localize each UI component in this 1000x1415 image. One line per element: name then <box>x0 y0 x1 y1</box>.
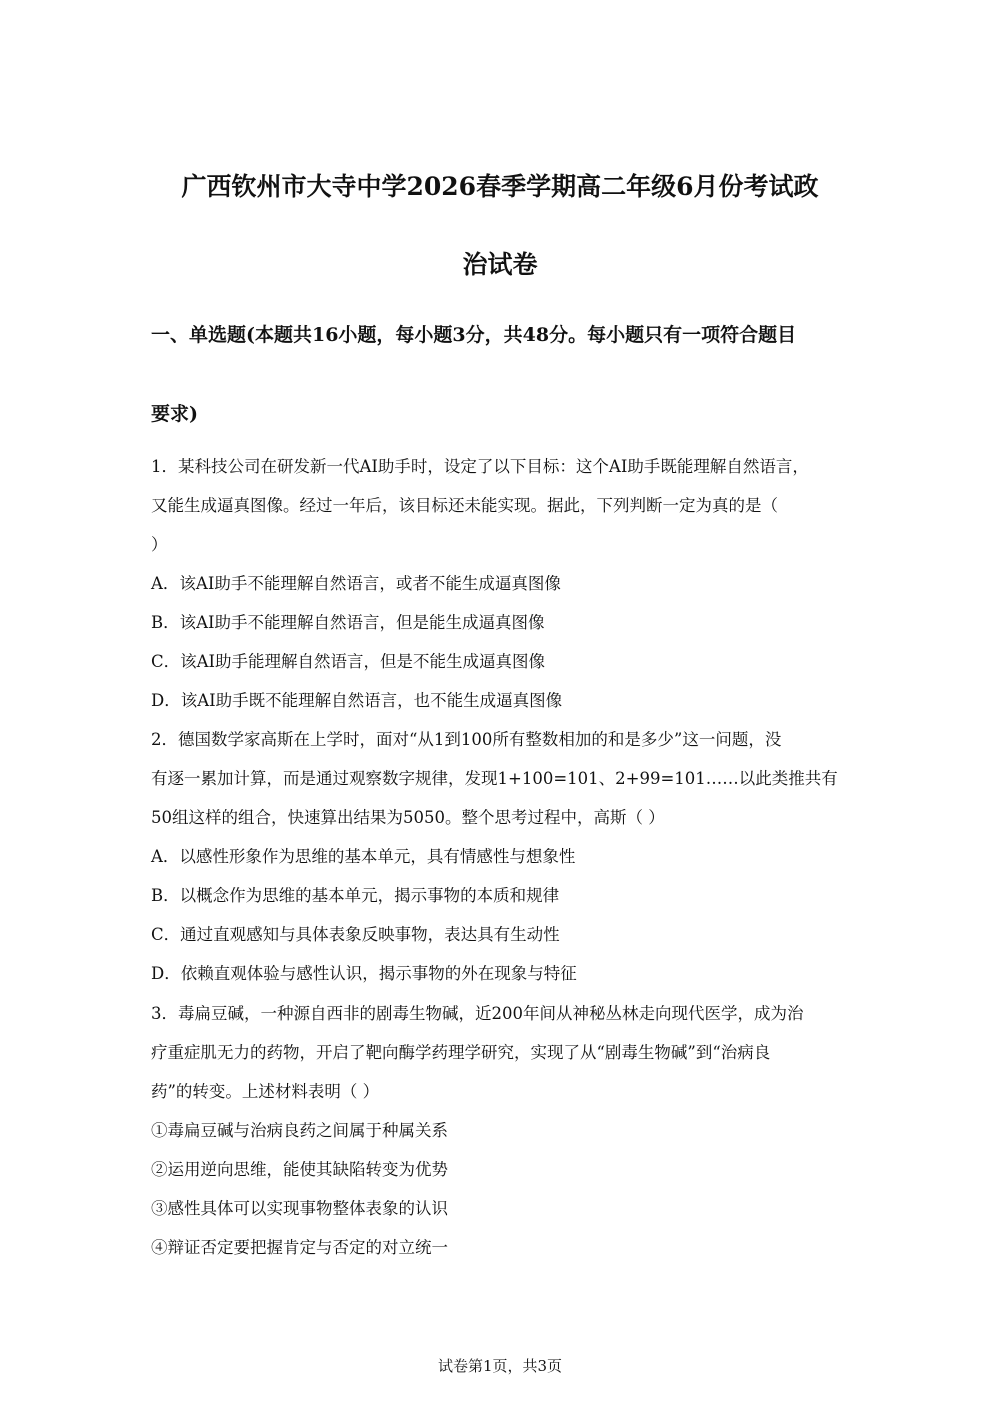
question-2-option-a: A．以感性形象作为思维的基本单元，具有情感性与想象性 <box>151 847 576 866</box>
question-1-stem-line-2: 又能生成逼真图像。经过一年后，该目标还未能实现。据此，下列判断一定为真的是（ <box>151 496 778 515</box>
question-1-option-d: D．该AI助手既不能理解自然语言，也不能生成逼真图像 <box>151 691 563 710</box>
question-2-option-b: B．以概念作为思维的基本单元，揭示事物的本质和规律 <box>151 886 560 905</box>
section-heading-line-2: 要求) <box>151 403 198 425</box>
question-3-statement-3: ③感性具体可以实现事物整体表象的认识 <box>151 1199 448 1218</box>
exam-title-line-2: 治试卷 <box>462 250 538 279</box>
question-2-option-c: C．通过直观感知与具体表象反映事物，表达具有生动性 <box>151 925 560 944</box>
question-2-stem-line-2: 有逐一累加计算，而是通过观察数字规律，发现1+100=101、2+99=101……以此类推共有 <box>151 769 838 788</box>
question-2-stem-line-3: 50组这样的组合，快速算出结果为5050。整个思考过程中，高斯（ ） <box>151 808 665 827</box>
question-3-statement-4: ④辩证否定要把握肯定与否定的对立统一 <box>151 1238 448 1257</box>
question-3-statement-1: ①毒扁豆碱与治病良药之间属于种属关系 <box>151 1121 448 1140</box>
question-3-stem-line-3: 药”的转变。上述材料表明（ ） <box>151 1082 380 1101</box>
question-3-stem-line-2: 疗重症肌无力的药物，开启了靶向酶学药理学研究，实现了从“剧毒生物碱”到“治病良 <box>151 1043 771 1062</box>
section-heading-line-1: 一、单选题(本题共16小题，每小题3分，共48分。每小题只有一项符合题目 <box>151 324 797 346</box>
question-3-stem-line-1: 3．毒扁豆碱，一种源自西非的剧毒生物碱，近200年间从神秘丛林走向现代医学，成为治 <box>151 1004 804 1023</box>
question-3-statement-2: ②运用逆向思维，能使其缺陷转变为优势 <box>151 1160 448 1179</box>
question-2-stem-line-1: 2．德国数学家高斯在上学时，面对“从1到100所有整数相加的和是多少”这一问题，没 <box>151 730 782 749</box>
question-1-stem-line-1: 1．某科技公司在研发新一代AI助手时，设定了以下目标：这个AI助手既能理解自然语言， <box>151 457 809 476</box>
page-footer: 试卷第1页，共3页 <box>437 1357 563 1375</box>
question-1-stem-line-3: ） <box>151 535 168 554</box>
question-1-option-b: B．该AI助手不能理解自然语言，但是能生成逼真图像 <box>151 613 545 632</box>
question-1-option-a: A．该AI助手不能理解自然语言，或者不能生成逼真图像 <box>151 574 561 593</box>
exam-title-line-1: 广西钦州市大寺中学2026春季学期高二年级6月份考试政 <box>181 172 819 201</box>
question-2-option-d: D．依赖直观体验与感性认识，揭示事物的外在现象与特征 <box>151 964 577 983</box>
question-1-option-c: C．该AI助手能理解自然语言，但是不能生成逼真图像 <box>151 652 546 671</box>
